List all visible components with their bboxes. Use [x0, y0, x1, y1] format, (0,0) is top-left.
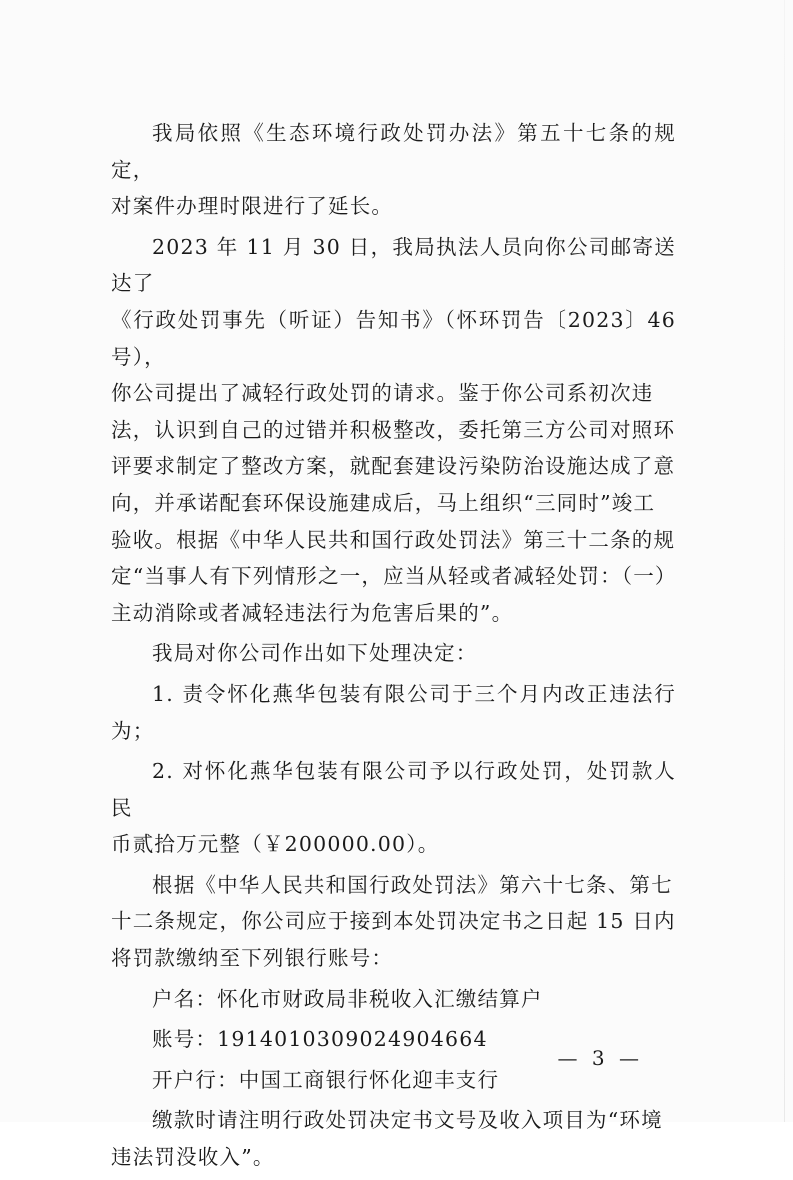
text-line: 主动消除或者减轻违法行为危害后果的”。: [111, 600, 514, 625]
text-line: 开户行：中国工商银行怀化迎丰支行: [152, 1067, 500, 1092]
text-line: 定“当事人有下列情形之一，应当从轻或者减轻处罚：（一）: [111, 564, 677, 589]
bank-account-name: [111, 981, 676, 1018]
paragraph-notice: [111, 229, 676, 632]
text-line: 户名：怀化市财政局非税收入汇缴结算户: [152, 986, 543, 1011]
paragraph-extension: [111, 115, 676, 225]
paragraph-payment-note: [111, 1102, 676, 1175]
text-line: 十二条规定，你公司应于接到本处罚决定书之日起 15 日内: [111, 909, 676, 934]
scan-edge-divider: [784, 0, 785, 1122]
text-line: 法，认识到自己的过错并积极整改，委托第三方公司对照环: [111, 417, 676, 442]
text-line: 账号：191401030902490466​4: [152, 1027, 488, 1052]
paragraph-payment-basis: [111, 867, 676, 977]
text-line: 2023 年 11 月 30 日，我局执法人员向你公司邮寄送达了: [111, 234, 676, 296]
text-line: 我局依照《生态环境行政处罚办法》第五十七条的规定，: [111, 121, 676, 182]
text-line: 2. 对怀化燕华包装有限公司予以行政处罚，处罚款人民: [111, 759, 676, 820]
page-number: — 3 —: [557, 1046, 643, 1070]
text-line: 1. 责令怀化燕华包装有限公司于三个月内改正违法行为；: [111, 681, 676, 743]
text-line: 对案件办理时限进行了延长。: [111, 194, 394, 219]
text-line: 评要求制定了整改方案，就配套建设污染防治设施达成了意: [111, 454, 676, 479]
text-line: 缴款时请注明行政处罚决定书文号及收入项目为“环境: [152, 1108, 663, 1133]
paragraph-decision-intro: [111, 635, 676, 672]
paragraph-decision-2: [111, 753, 676, 863]
text-line: 币贰拾万元整（￥200000.00）。: [111, 832, 440, 857]
paragraph-decision-1: [111, 676, 676, 749]
text-line: 验收。根据《中华人民共和国行政处罚法》第三十二条的规: [111, 527, 676, 552]
text-line: 《行政处罚事先（听证）告知书》（怀环罚告〔2023〕46 号），: [111, 307, 676, 369]
text-line: 将罚款缴纳至下列银行账号：: [111, 946, 394, 971]
text-line: 根据《中华人民共和国行政处罚法》第六十七条、第七: [152, 872, 673, 897]
text-line: 违法罚没收入”。: [111, 1145, 275, 1170]
text-line: 向，并承诺配套环保设施建成后，马上组织“三同时”竣工: [111, 490, 656, 515]
document-body: [111, 115, 676, 1180]
text-line: 我局对你公司作出如下处理决定：: [152, 641, 478, 666]
text-line: 你公司提出了减轻行政处罚的请求。鉴于你公司系初次违: [111, 381, 654, 406]
